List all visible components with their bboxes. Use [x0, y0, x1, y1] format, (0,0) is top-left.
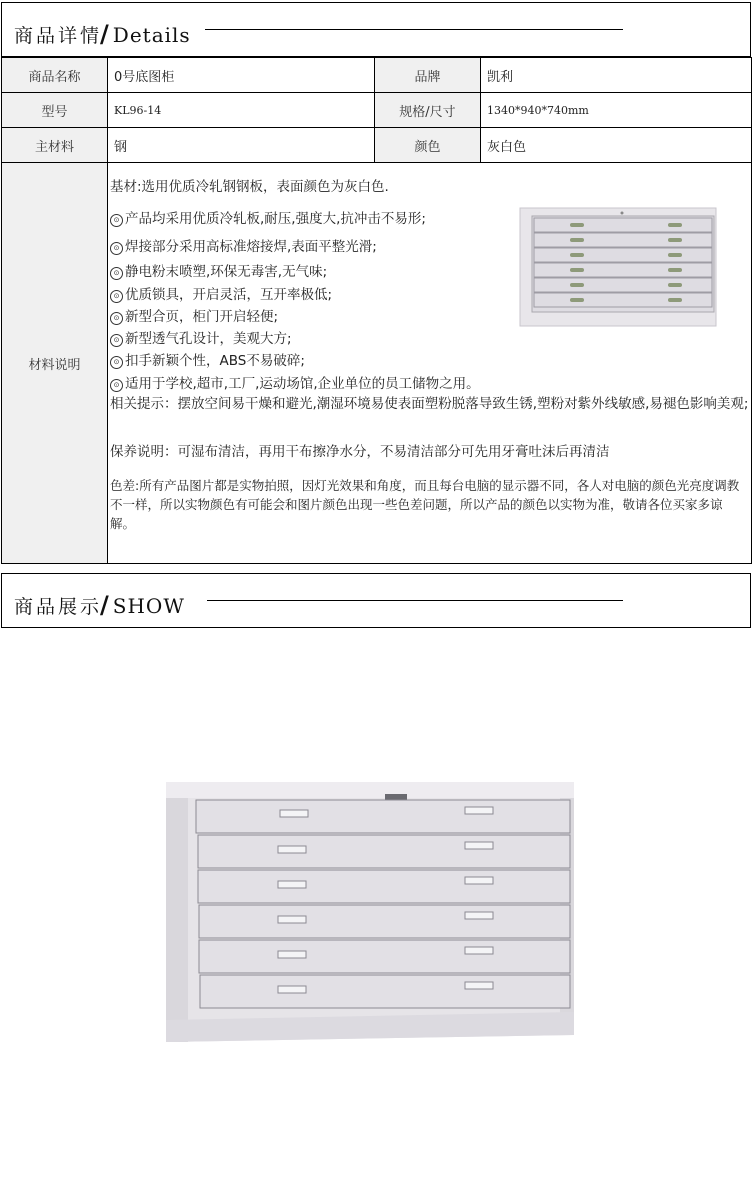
- size-label: 规格/尺寸: [375, 93, 481, 128]
- table-row: [2, 163, 752, 564]
- feature-item: ⊙ 扣手新颖个性，ABS不易破碎;: [110, 349, 305, 369]
- table-row: [2, 93, 752, 128]
- product-name-value: 0号底图柜: [108, 58, 375, 93]
- product-name-label: 商品名称: [2, 58, 108, 93]
- description-cell: [108, 163, 752, 564]
- bullet-icon: ⊙: [110, 379, 123, 392]
- table-row: [2, 58, 752, 93]
- table-row: [2, 128, 752, 163]
- color-value: 灰白色: [481, 128, 752, 163]
- feature-item: ⊙ 新型合页，柜门开启轻便;: [110, 305, 278, 325]
- show-header-title: [14, 591, 185, 619]
- color-label: 颜色: [375, 128, 481, 163]
- bullet-icon: ⊙: [110, 312, 123, 325]
- size-value: 1340*940*740mm: [481, 93, 752, 128]
- header-slash: /: [100, 20, 109, 48]
- bullet-icon: ⊙: [110, 334, 123, 347]
- material-label: 主材料: [2, 128, 108, 163]
- feature-item: ⊙ 焊接部分采用高标准熔接焊,表面平整光滑;: [110, 235, 377, 255]
- model-value: KL96-14: [108, 93, 375, 128]
- brand-label: 品牌: [375, 58, 481, 93]
- bullet-icon: ⊙: [110, 290, 123, 303]
- base-material-text: 基材:选用优质冷轧钢钢板，表面颜色为灰白色.: [110, 179, 389, 195]
- feature-item: ⊙ 静电粉末喷塑,环保无毒害,无气味;: [110, 260, 327, 280]
- bullet-icon: ⊙: [110, 214, 123, 227]
- header-rule: [205, 29, 623, 30]
- show-header-cn: 商品展示: [14, 596, 103, 618]
- bullet-icon: ⊙: [110, 356, 123, 369]
- description-label: 材料说明: [2, 163, 108, 564]
- feature-item: ⊙ 新型透气孔设计，美观大方;: [110, 327, 292, 347]
- bullet-icon: ⊙: [110, 267, 123, 280]
- spec-table: [1, 57, 752, 564]
- details-header-cn: 商品详情: [14, 25, 103, 47]
- details-header-title: [14, 20, 191, 48]
- brand-value: 凯利: [481, 58, 752, 93]
- bullet-icon: ⊙: [110, 242, 123, 255]
- feature-item: ⊙ 产品均采用优质冷轧板,耐压,强度大,抗冲击不易形;: [110, 207, 426, 227]
- color-note-text: 色差:所有产品图片都是实物拍照，因灯光效果和角度，而且每台电脑的显示器不同，各人对电脑的颜色光亮度调教不一样，所以实物颜色有可能会和图片颜色出现一些色差问题，所以产品的颜色以实物为准，敬请各位买家多谅解。: [110, 478, 740, 531]
- tip-text: 相关提示：摆放空间易干燥和避光,潮湿环境易使表面塑粉脱落导致生锈,塑粉对紫外线敏感,易褪色影响美观;: [110, 396, 749, 412]
- material-value: 钢: [108, 128, 375, 163]
- feature-item: ⊙ 优质锁具，开启灵活，互开率极低;: [110, 283, 332, 303]
- details-section-header: [1, 2, 751, 57]
- header-rule: [207, 600, 623, 601]
- feature-item: ⊙ 适用于学校,超市,工厂,运动场馆,企业单位的员工储物之用。: [110, 372, 480, 392]
- header-slash: /: [100, 591, 109, 619]
- details-header-en: Details: [112, 23, 191, 47]
- care-text: 保养说明：可湿布清洁，再用干布擦净水分，不易清洁部分可先用牙膏吐沫后再清洁: [110, 444, 610, 460]
- cabinet-photo: [160, 780, 580, 1045]
- show-header-en: SHOW: [112, 594, 185, 618]
- cabinet-thumbnail: [518, 206, 718, 331]
- model-label: 型号: [2, 93, 108, 128]
- show-section-header: [1, 573, 751, 628]
